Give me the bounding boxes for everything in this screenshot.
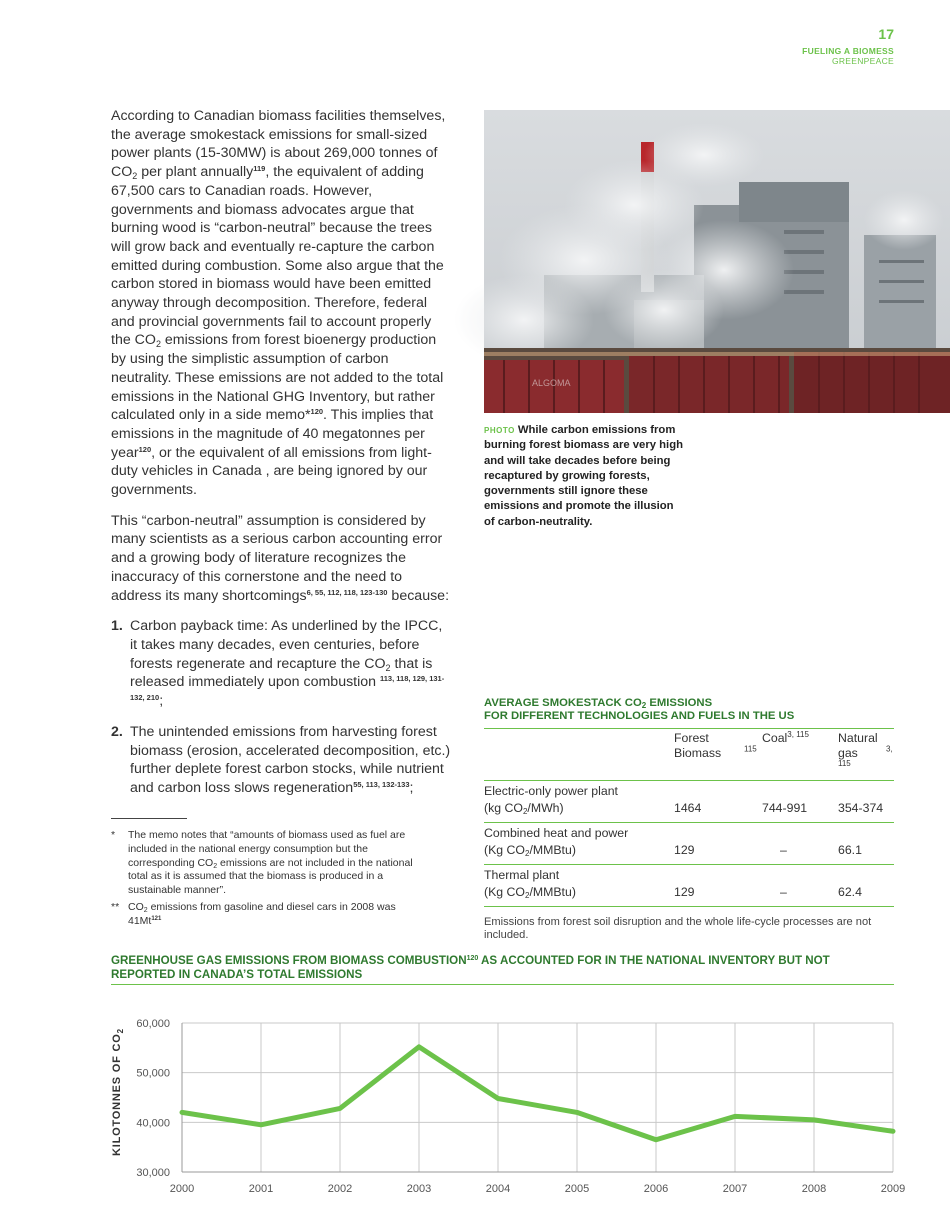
table-header-cell [674,729,762,781]
footnote-mark: ** [111,900,120,913]
unit-text: (kg CO [484,801,523,815]
chart-title [111,954,894,985]
page-header [802,26,894,66]
table-header-row [484,729,894,781]
subscript: 2 [525,891,530,900]
table-note: Emissions from forest soil disruption and the whole life-cycle processes are not included. [484,915,872,941]
x-tick-label: 2008 [801,1183,827,1195]
numbered-list [111,617,451,797]
footnote-divider [111,818,187,819]
list-number: 2. [111,723,123,740]
row-label-text: Combined heat and power [484,825,629,840]
x-tick-label: 2001 [248,1183,274,1195]
subscript: 2 [155,339,161,350]
row-label [484,864,674,906]
data-point [261,1124,262,1125]
unit-text: /MMBtu) [529,885,576,899]
emissions-table-section [484,697,894,942]
reference-marker: 6, 55, 112, 118, 123-130 [306,587,388,597]
header-text: Forest Biomass [674,731,722,760]
table-cell: 62.4 [838,885,862,899]
series-line [182,1047,893,1140]
table-row [484,780,894,822]
caption-text: While carbon emissions from burning forest biomass are very high and will take decades before being recaptured by growing forests, governments still ignore these emissions and promote the illusion of carbon-neutrality. [484,424,683,528]
table-cell: 129 [674,843,695,857]
subscript: 2 [143,906,148,914]
header-text: Coal [762,731,788,745]
building-top [739,182,849,222]
x-tick-label: 2004 [485,1183,511,1195]
table-header-blank [484,729,674,781]
y-tick-label: 60,000 [136,1018,170,1030]
x-tick-label: 2000 [169,1183,195,1195]
unit-text: /MWh) [527,801,564,815]
data-point [814,1119,815,1120]
reference-marker: 120 [138,444,152,454]
header-text: Natural gas [838,731,878,760]
list-item [111,617,451,711]
y-tick-label: 30,000 [136,1167,170,1179]
text-run: per plant annually [137,164,254,181]
paragraph-1 [111,107,451,500]
y-tick-label: 50,000 [136,1067,170,1080]
chart-grid [182,1023,893,1172]
header-sup: 3, 115 [787,730,809,739]
y-axis-label-sub: 2 [116,1028,125,1034]
reference-marker: 55, 113, 132-133 [353,779,410,789]
data-point [498,1098,499,1099]
chart-axes [136,1018,905,1195]
table-title [484,697,894,723]
table-cell: 129 [674,885,695,899]
list-number: 1. [111,618,123,635]
text-run: EMISSIONS [646,697,713,709]
table-row [484,864,894,906]
page-number: 17 [878,26,894,42]
unit-text: /MMBtu) [529,843,576,857]
data-point [735,1116,736,1117]
text-run: GREENHOUSE GAS EMISSIONS FROM BIOMASS COMBUSTION [111,954,467,967]
reference-marker: 121 [151,915,162,922]
row-label-text: Electric-only power plant [484,783,618,798]
row-label-text: Thermal plant [484,867,560,882]
text-run: emissions are not included in the national total as it is assumed that the biomass is produced in a sustainable manner”. [128,856,413,897]
text-run: emissions from gasoline and diesel cars in 2008 was 41Mt [128,900,396,927]
line-chart [111,998,906,1230]
power-plant-photo [484,110,950,413]
x-tick-label: 2002 [327,1183,353,1195]
data-point [419,1046,420,1047]
y-axis-label-text: KILOTONNES OF CO [111,1033,123,1156]
header-sup: 115 [744,744,757,754]
subscript: 2 [522,807,528,816]
header-sup: 3, 115 [838,744,893,768]
text-run: . This implies that emissions in the magnitude of 40 megatonnes per year [111,407,434,461]
chart-series [182,1046,894,1140]
text-run: because: [387,587,450,604]
footnote [111,901,421,929]
running-subtitle: GREENPEACE [831,56,894,66]
power-plant-illustration [484,110,950,413]
text-run: The unintended emissions from harvesting forest biomass (erosion, accelerated decomposition, etc.) further deplete forest carbon stocks, while nutrient and carbon loss slows regeneration [130,723,451,796]
text-run: Carbon payback time: As underlined by the IPCC, it takes many decades, even centuries, before forests regenerate and recapture the CO [130,618,443,672]
text-run: ; [409,779,414,796]
text-run: This “carbon-neutral” assumption is considered by many scientists as a serious carbon accounting error and a growing body of literature recognizes the inaccuracy of this cornerstone and the need to address its many shortcomings [111,512,443,604]
footnotes [111,818,421,932]
row-label [484,822,674,864]
text-run: The memo notes that “amounts of biomass used as fuel are included in the national energy consumption but the corresponding CO [128,829,406,869]
text-run: FOR DIFFERENT TECHNOLOGIES AND FUELS IN THE US [484,710,795,722]
footnote [111,829,421,898]
reference-marker: 119 [253,164,266,174]
text-run: AVERAGE SMOKESTACK CO [484,697,642,709]
photo-caption [484,423,684,530]
x-tick-label: 2007 [722,1183,748,1195]
reference-marker: 113, 118, 129, 131-132, 210 [130,674,445,703]
body-text-column [111,107,451,810]
text-run: that is released immediately upon combustion [130,655,433,691]
unit-text: (Kg CO [484,843,525,857]
table-cell: – [780,885,787,899]
data-point [656,1139,657,1140]
data-point [577,1112,578,1113]
table-row [484,822,894,864]
railcar-text: ALGOMA [532,378,571,388]
text-run: , the equivalent of adding 67,500 cars to Canadian roads. However, governments and biomass advocates argue that burning wood is “carbon-neutral” because the trees will grow back and eventually re-capture the carbon emitted during combustion. Some also argue that the carbon stored in biomass would have been emitted anyway through decomposition. Therefore, federal and provincial governments fail to account properly the CO [111,164,444,349]
subscript: 2 [525,849,530,858]
paragraph-2 [111,512,451,606]
table-cell: 66.1 [838,843,862,857]
table-cell: – [780,843,787,857]
subscript: 2 [213,862,218,870]
emissions-table [484,728,894,907]
table-header-cell [762,729,838,781]
row-label [484,780,674,822]
x-tick-label: 2003 [406,1183,432,1195]
data-point [893,1131,894,1132]
text-run: AS ACCOUNTED FOR IN THE NATIONAL INVENTORY BUT NOT REPORTED IN CANADA’S TOTAL EMISSIONS [111,954,830,981]
table-cell: 354-374 [838,801,884,815]
reference-marker: 120 [310,407,324,417]
y-tick-label: 40,000 [136,1117,170,1130]
x-tick-label: 2005 [564,1183,590,1195]
running-title: FUELING A BIOMESS [802,46,894,56]
data-point [340,1108,341,1109]
y-axis-label [111,1028,125,1156]
emissions-chart-section [111,954,906,1195]
text-run: ; [159,693,164,710]
subscript: 2 [641,701,647,710]
table-cell: 1464 [674,801,702,815]
table-cell: 744-991 [762,801,808,815]
list-item [111,723,451,798]
footnote-mark: * [111,829,116,841]
x-tick-label: 2006 [643,1183,669,1195]
table-header-cell [838,729,894,781]
x-tick-label: 2009 [880,1183,906,1195]
photo-label: PHOTO [484,426,515,435]
subscript: 2 [132,171,138,182]
text-run: , or the equivalent of all emissions from light-duty vehicles in Canada , are being ignored by our governments. [111,444,432,499]
text-run: CO [128,900,144,913]
reference-marker: 120 [466,955,479,962]
text-run: emissions from forest bioenergy production by using the simplistic assumption of carbon neutrality. These emissions are not added to the total emissions in the National GHG Inventory, but rather calculated only in a side memo* [111,332,444,424]
data-point [182,1112,183,1113]
text-run: According to Canadian biomass facilities themselves, the average smokestack emissions for small-sized power plants (15-30MW) is about 269,000 tonnes of CO [111,108,446,181]
subscript: 2 [385,662,391,673]
unit-text: (Kg CO [484,885,525,899]
